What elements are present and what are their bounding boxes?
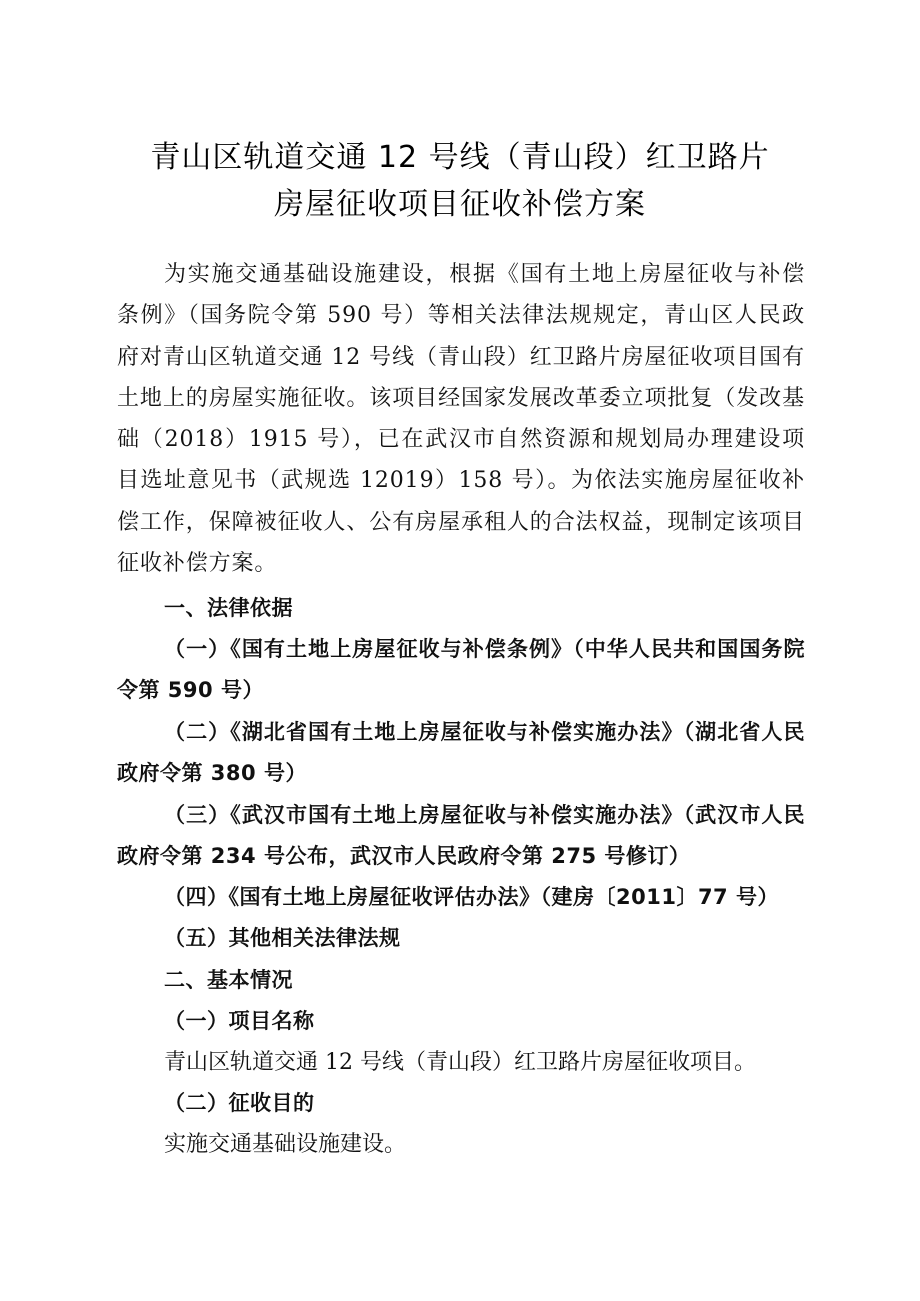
legal-basis-item-1: （一）《国有土地上房屋征收与补偿条例》（中华人民共和国国务院令第 590 号） bbox=[117, 637, 805, 703]
legal-basis-item-4: （四）《国有土地上房屋征收评估办法》（建房〔2011〕77 号） bbox=[164, 885, 779, 909]
project-name-text: 青山区轨道交通 12 号线（青山段）红卫路片房屋征收项目。 bbox=[164, 1050, 756, 1075]
subsection-heading-project-name: （一）项目名称 bbox=[164, 1009, 315, 1033]
document-title-line-1: 青山区轨道交通 12 号线（青山段）红卫路片 bbox=[150, 140, 770, 175]
section-heading-legal-basis: 一、法律依据 bbox=[164, 596, 293, 620]
section-heading-basic-info: 二、基本情况 bbox=[164, 968, 293, 992]
intro-paragraph: 为实施交通基础设施建设，根据《国有土地上房屋征收与补偿条例》（国务院令第 590 号）等相关法律法规规定，青山区人民政府对青山区轨道交通 12 号线（青山段）红卫路片房屋征收项目国有土地上的房屋实施征收。该项目经国家发展改革委立项批复（发改基础（2018）1915 号），已在武汉市自然资源和规划局办理建设项目选址意见书（武规选 12019）158 号）。为依法实施房屋征收补偿工作，保障被征收人、公有房屋承租人的合法权益，现制定该项目征收补偿方案。 bbox=[117, 262, 805, 577]
purpose-text: 实施交通基础设施建设。 bbox=[164, 1132, 407, 1157]
legal-basis-item-5: （五）其他相关法律法规 bbox=[164, 926, 401, 950]
legal-basis-item-2: （二）《湖北省国有土地上房屋征收与补偿实施办法》（湖北省人民政府令第 380 号） bbox=[117, 720, 805, 786]
subsection-heading-purpose: （二）征收目的 bbox=[164, 1091, 315, 1115]
legal-basis-item-3: （三）《武汉市国有土地上房屋征收与补偿实施办法》（武汉市人民政府令第 234 号公布，武汉市人民政府令第 275 号修订） bbox=[117, 803, 805, 869]
document-title-line-2: 房屋征收项目征收补偿方案 bbox=[274, 187, 646, 222]
